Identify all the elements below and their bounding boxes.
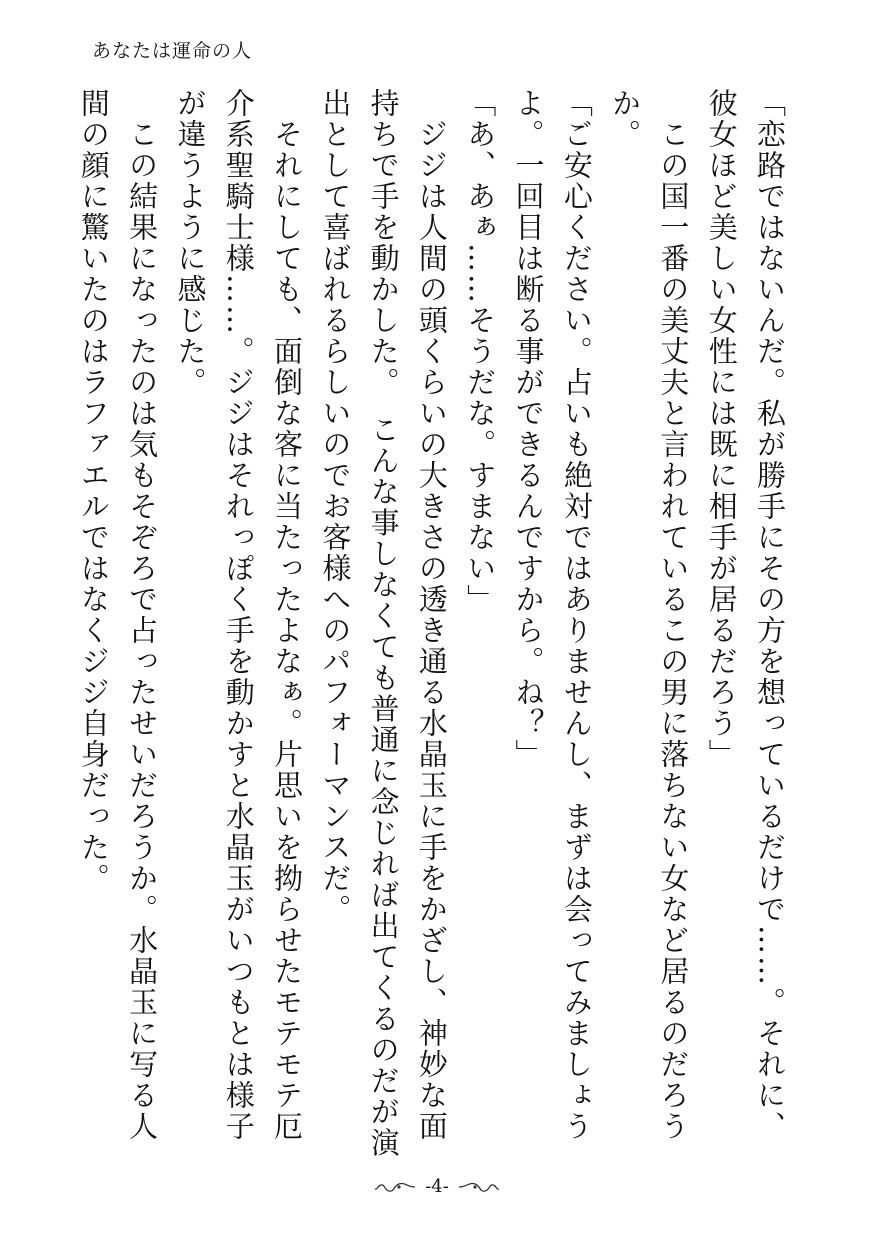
page-footer [0,1176,874,1197]
paragraph: ジジは人間の頭くらいの大きさの透き通る水晶玉に手をかざし、神妙な面持ちで手を動かした。 こんな事しなくても普通に念じれば出てくるのだが演出として喜ばれるらしいのでお客様へのパフォーマンスだ。 [318,88,449,1159]
body-text [76,88,794,1168]
paragraph: この国一番の美丈夫と言われているこの男に落ちない女など居るのだろうか。 [608,88,691,1142]
left-ornament-icon [373,1180,417,1194]
page-number: -4- [425,1176,449,1197]
paragraph: それにしても、面倒な客に当たったよなぁ。片思いを拗らせたモテモテ厄介系聖騎士様……。ジジはそれっぽく手を動かすと水晶玉がいつもとは様子が違うように感じた。 [173,88,305,1142]
paragraph: 「ご安心ください。占いも絶対ではありませんし、まずは会ってみましょうよ。一回目は断る事ができるんですから。ね？」 [511,88,594,1142]
right-ornament-icon [457,1180,501,1194]
running-header: あなたは運命の人 [92,40,253,62]
paragraph: この結果になったのは気もそぞろで占ったせいだろうか。水晶玉に写る人間の顔に驚いたのはラファエルではなくジジ自身だった。 [76,88,160,1142]
paragraph: 「あ、あぁ……そうだな。すまない」 [463,88,498,615]
paragraph: 「恋路ではないんだ。私が勝手にその方を想っているだけで……。それに、彼女ほど美しい女性には既に相手が居るだろう」 [704,88,787,1142]
